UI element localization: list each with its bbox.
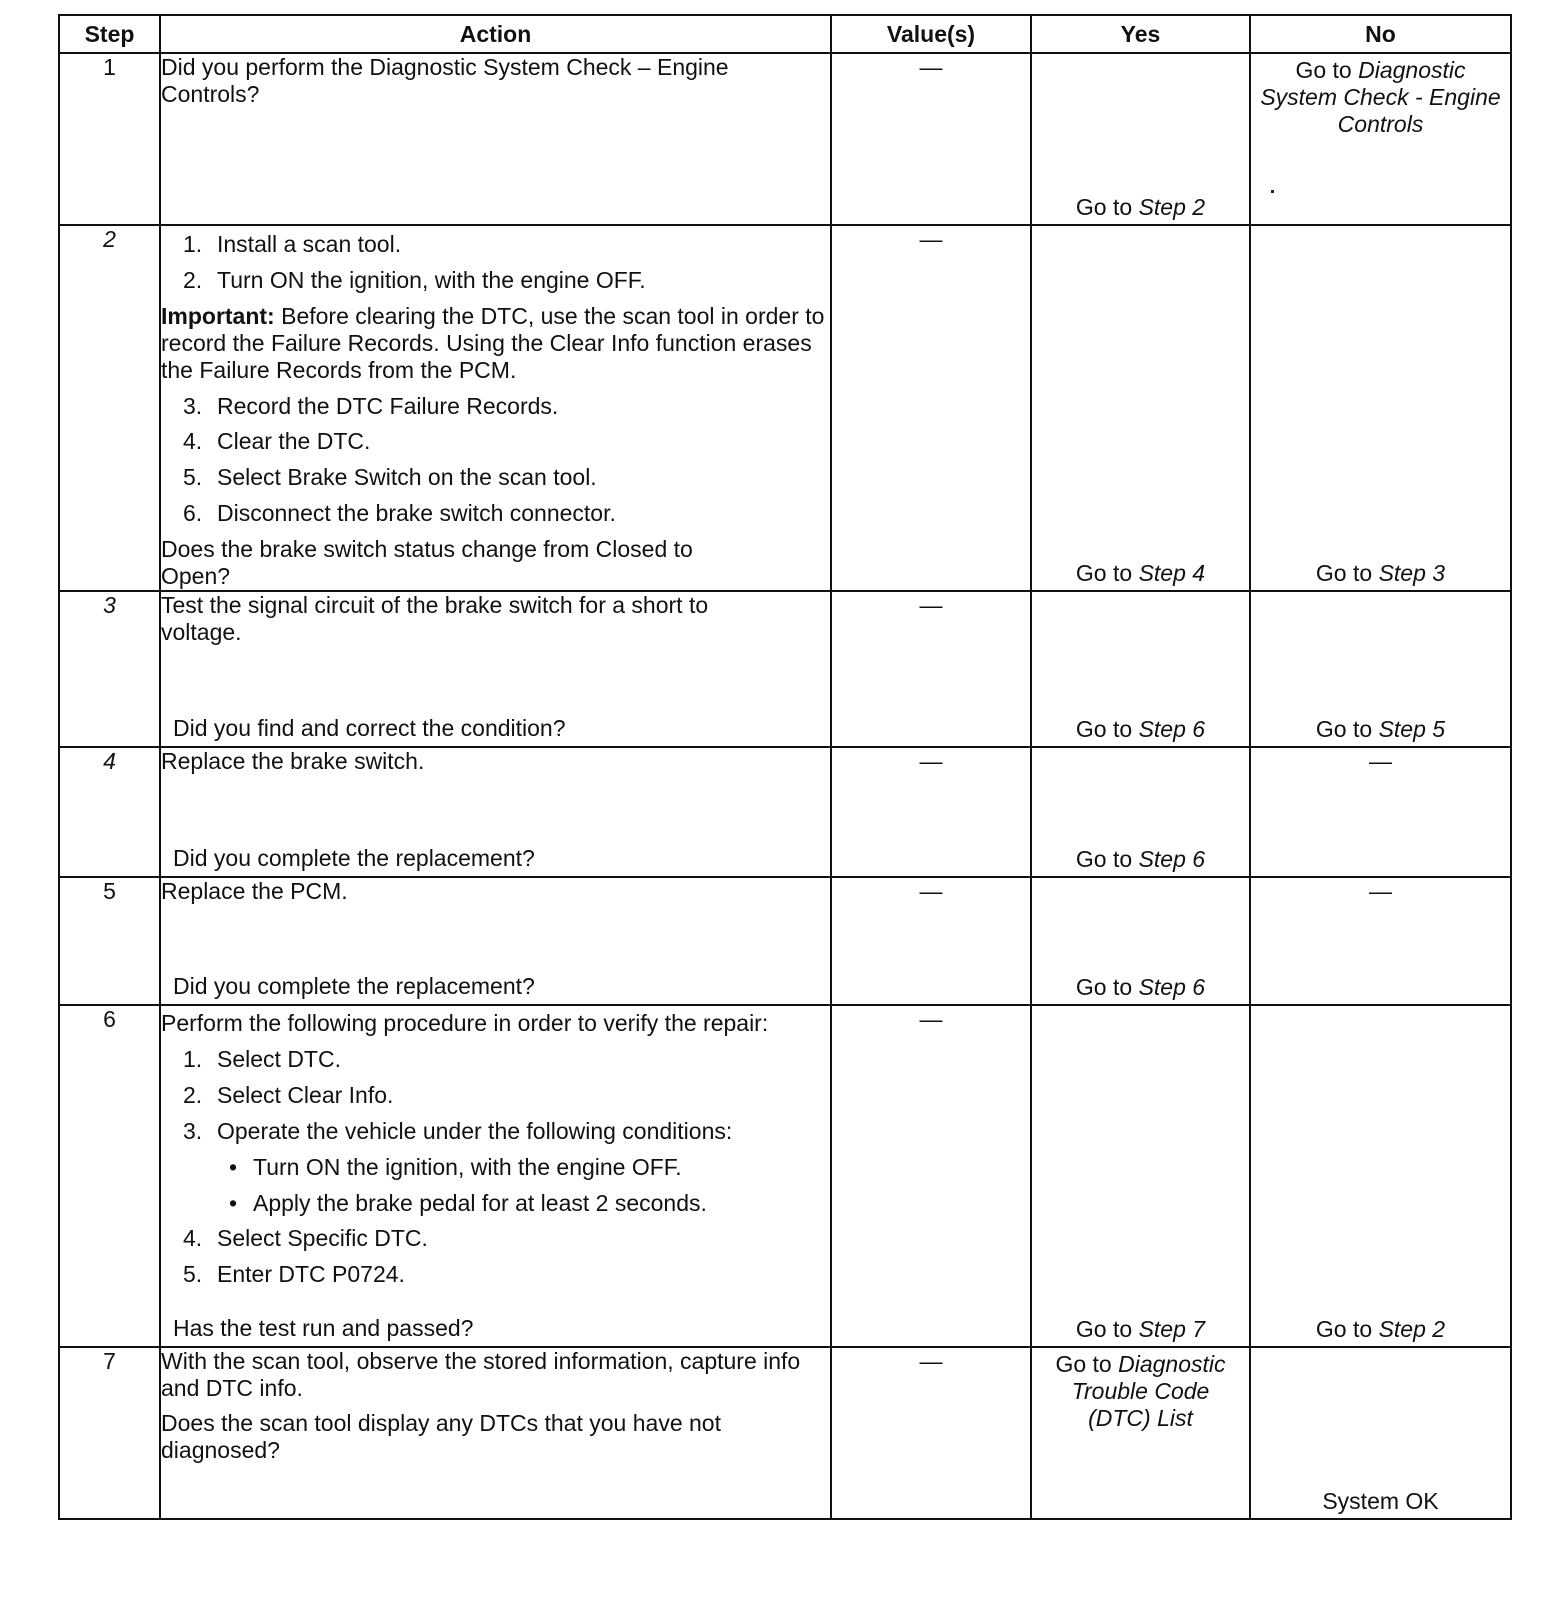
action-text: Replace the PCM.: [161, 877, 348, 904]
no-cell: [1250, 1347, 1511, 1519]
important-label: Important:: [161, 302, 275, 329]
header-values: Value(s): [831, 15, 1031, 53]
no-target-link[interactable]: Step 2: [1378, 1316, 1446, 1343]
value-cell: —: [831, 591, 1031, 747]
yes-target-link[interactable]: Step 6: [1138, 846, 1206, 873]
header-no: No: [1250, 15, 1511, 53]
action-text: Replace the brake switch.: [161, 747, 425, 774]
no-target-link[interactable]: Step 3: [1378, 560, 1446, 587]
diagnostic-table: [58, 14, 1512, 1520]
value-cell: —: [831, 747, 1031, 877]
action-cell: [160, 747, 831, 877]
header-yes: Yes: [1031, 15, 1250, 53]
action-cell: [160, 1347, 831, 1519]
no-cell: Go to Step 3: [1250, 225, 1511, 591]
step-number: 2: [59, 225, 160, 591]
table-row: [59, 1347, 1511, 1519]
yes-prefix: Go to: [1075, 194, 1133, 221]
value-cell: —: [831, 877, 1031, 1005]
list-item: 4. Clear the DTC.: [183, 428, 371, 455]
list-item: 3. Record the DTC Failure Records.: [183, 392, 559, 419]
yes-cell: [1031, 53, 1250, 225]
list-item: 1. Select DTC.: [183, 1045, 341, 1072]
value-cell: —: [831, 1347, 1031, 1519]
list-item: 6. Disconnect the brake switch connector.: [183, 500, 616, 527]
yes-cell: Go to Step 6: [1031, 877, 1250, 1005]
no-cell: [1250, 53, 1511, 225]
action-question: Has the test run and passed?: [173, 1315, 474, 1342]
action-cell: [160, 53, 831, 225]
list-item: 4. Select Specific DTC.: [183, 1225, 428, 1252]
yes-cell: Go to Step 6: [1031, 591, 1250, 747]
numbered-list: [161, 231, 830, 294]
step-number: 6: [59, 1005, 160, 1347]
stray-dot: [1271, 190, 1274, 193]
table-row: [59, 1005, 1511, 1347]
no-result: System OK: [1322, 1488, 1439, 1515]
bullet-item: • Turn ON the ignition, with the engine OFF.: [161, 1154, 830, 1181]
yes-cell: Go to Step 4: [1031, 225, 1250, 591]
no-cell: —: [1250, 747, 1511, 877]
action-text: With the scan tool, observe the stored information, capture info and DTC info.: [161, 1347, 801, 1401]
action-text: Test the signal circuit of the brake switch for a short to voltage.: [161, 591, 709, 645]
yes-cell: Go to Step 7: [1031, 1005, 1250, 1347]
no-target-link[interactable]: Diagnostic System Check - Engine Controls: [1260, 57, 1501, 137]
list-item: 1. Install a scan tool.: [183, 231, 402, 257]
important-text: Before clearing the DTC, use the scan tool in order to record the Failure Records. Using the Clear Info function erases the Failure Records from the PCM.: [161, 302, 825, 383]
table-row: [59, 877, 1511, 1005]
action-intro: Perform the following procedure in order to verify the repair:: [161, 1009, 769, 1036]
header-step: Step: [59, 15, 160, 53]
no-cell: Go to Step 5: [1250, 591, 1511, 747]
action-question: Did you perform the Diagnostic System Check – Engine Controls?: [161, 54, 729, 107]
header-row: [59, 15, 1511, 53]
step-number: 1: [59, 53, 160, 225]
yes-target-link[interactable]: Step 2: [1138, 194, 1206, 221]
action-question: Does the brake switch status change from Closed to Open?: [161, 536, 693, 590]
action-cell: [160, 1005, 831, 1347]
yes-cell: Go to Diagnostic Trouble Code (DTC) List: [1031, 1347, 1250, 1519]
action-question: Does the scan tool display any DTCs that you have not diagnosed?: [161, 1409, 721, 1463]
important-note: [161, 303, 830, 384]
action-cell: [160, 591, 831, 747]
value-cell: —: [831, 225, 1031, 591]
numbered-list: [161, 393, 830, 528]
step-number: 7: [59, 1347, 160, 1519]
step-number: 4: [59, 747, 160, 877]
yes-target-link[interactable]: Diagnostic Trouble Code (DTC) List: [1071, 1350, 1226, 1431]
action-question: Did you complete the replacement?: [173, 973, 535, 1000]
no-cell: —: [1250, 877, 1511, 1005]
numbered-list: [161, 1046, 830, 1288]
list-item: 2. Select Clear Info.: [183, 1081, 394, 1108]
step-number: 3: [59, 591, 160, 747]
yes-target-link[interactable]: Step 6: [1138, 974, 1206, 1001]
yes-target-link[interactable]: Step 4: [1138, 560, 1206, 587]
table-row: [59, 747, 1511, 877]
step-number: 5: [59, 877, 160, 1005]
no-cell: Go to Step 2: [1250, 1005, 1511, 1347]
list-item: 2. Turn ON the ignition, with the engine OFF.: [183, 266, 646, 293]
table-row: [59, 225, 1511, 591]
value-cell: —: [831, 1005, 1031, 1347]
action-cell: [160, 225, 831, 591]
yes-target-link[interactable]: Step 7: [1138, 1316, 1206, 1343]
table-row: [59, 591, 1511, 747]
header-action: Action: [160, 15, 831, 53]
bullet-item: • Apply the brake pedal for at least 2 seconds.: [161, 1190, 830, 1217]
yes-target-link[interactable]: Step 6: [1138, 716, 1206, 743]
yes-cell: Go to Step 6: [1031, 747, 1250, 877]
list-item: 5. Select Brake Switch on the scan tool.: [183, 464, 597, 491]
value-cell: —: [831, 53, 1031, 225]
action-cell: [160, 877, 831, 1005]
no-target-link[interactable]: Step 5: [1378, 716, 1446, 743]
no-prefix: Go to: [1295, 57, 1352, 83]
bullet-list: [161, 1154, 830, 1217]
action-question: Did you complete the replacement?: [173, 845, 535, 872]
list-item: 5. Enter DTC P0724.: [183, 1261, 405, 1288]
action-question: Did you find and correct the condition?: [173, 715, 566, 742]
table-row: [59, 53, 1511, 225]
list-item: 3. Operate the vehicle under the following conditions: • Turn ON the ignition, with the engine OFF. • Apply the brake pedal for at least 2 seconds.: [161, 1118, 830, 1217]
